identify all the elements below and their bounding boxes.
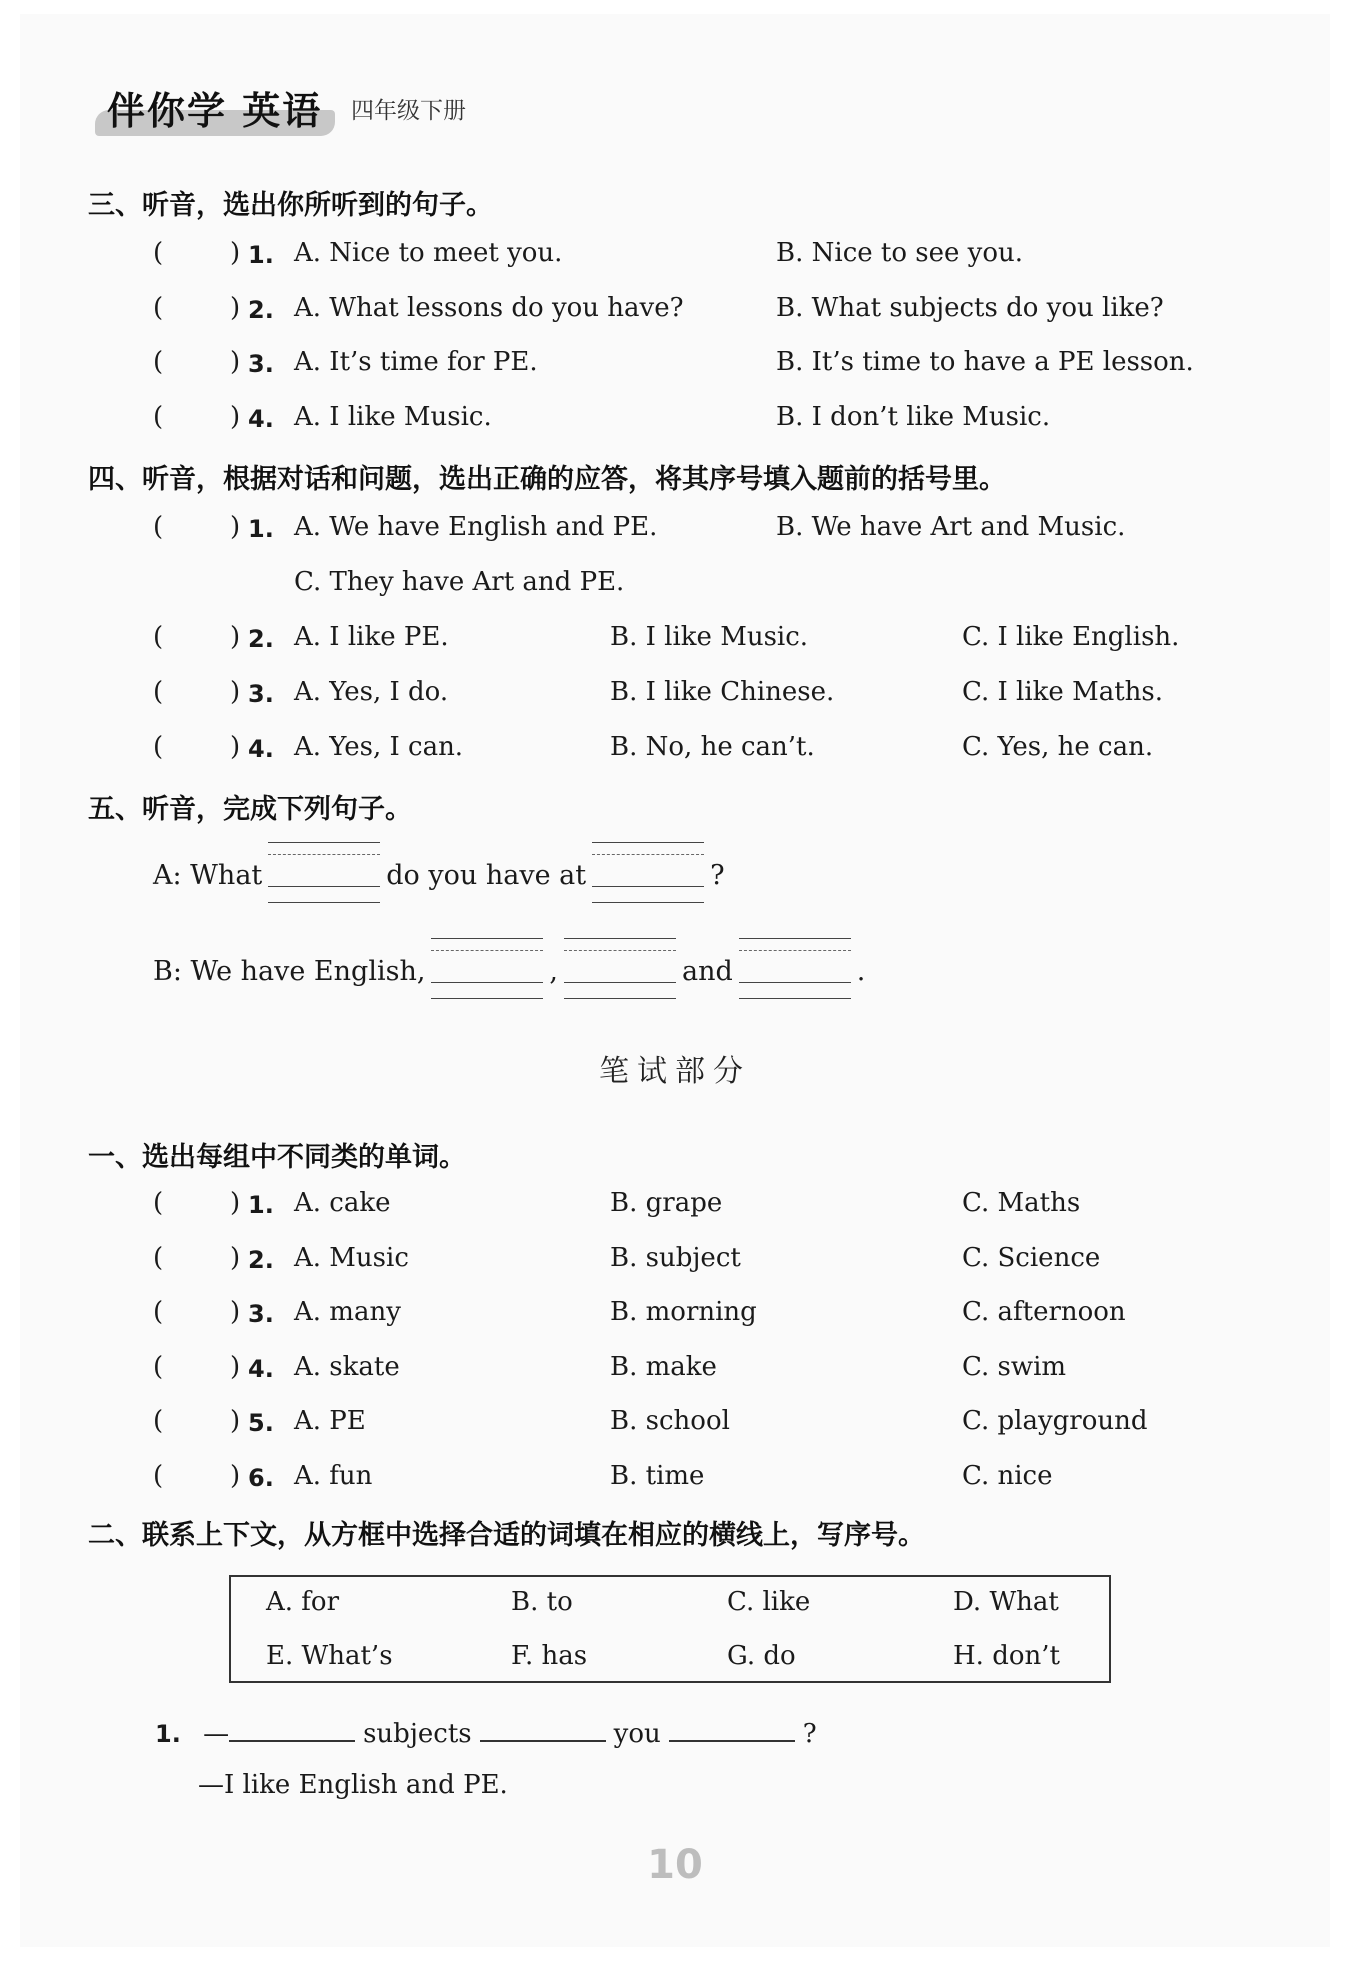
answer-paren-right: )	[230, 622, 241, 652]
option-b: B. time	[610, 1461, 705, 1491]
answer-paren-right: )	[230, 1406, 241, 1436]
word-bank-item: E. What’s	[266, 1641, 393, 1671]
option-b: B. I don’t like Music.	[776, 402, 1051, 432]
question-number: 1.	[248, 515, 274, 543]
question-number: 1.	[248, 1191, 274, 1219]
fill-blank[interactable]	[739, 956, 851, 986]
answer-paren-left: (	[153, 1188, 164, 1218]
question-number: 5.	[248, 1409, 274, 1437]
question-mark: ?	[802, 1719, 817, 1749]
sec3-question-3	[0, 347, 1350, 387]
sentence-word: you	[613, 1719, 661, 1749]
option-c: C. They have Art and PE.	[294, 567, 625, 597]
w1-question-3	[0, 1297, 1350, 1337]
answer-paren-left: (	[153, 677, 164, 707]
option-a: A. I like PE.	[294, 622, 449, 652]
fill-blank[interactable]	[480, 1714, 606, 1742]
sec3-question-1	[0, 238, 1350, 278]
answer-paren-left: (	[153, 1461, 164, 1491]
question-number: 2.	[248, 296, 274, 324]
question-number: 4.	[248, 1355, 274, 1383]
option-c: C. Maths	[962, 1188, 1081, 1218]
written-part-title: 笔试部分	[599, 1054, 751, 1089]
answer-paren-right: )	[230, 347, 241, 377]
option-b: B. No, he can’t.	[610, 732, 815, 762]
section-4-title: 四、听音，根据对话和问题，选出正确的应答，将其序号填入题前的括号里。	[88, 464, 1006, 495]
question-number: 2.	[248, 625, 274, 653]
option-c: C. afternoon	[962, 1297, 1126, 1327]
answer-paren-left: (	[153, 1243, 164, 1273]
word-bank-item: D. What	[953, 1587, 1059, 1617]
word-bank-item: G. do	[727, 1641, 796, 1671]
dialogue-dash: —	[203, 1719, 230, 1749]
answer-paren-left: (	[153, 512, 164, 542]
option-b: B. What subjects do you like?	[776, 293, 1164, 323]
question-number: 3.	[248, 350, 274, 378]
question-number: 1.	[248, 241, 274, 269]
line-a-text-3: ?	[710, 860, 725, 891]
written-section-2-title: 二、联系上下文，从方框中选择合适的词填在相应的横线上，写序号。	[88, 1520, 925, 1551]
fill-blank[interactable]	[268, 860, 380, 890]
line-b-text-1: B: We have English,	[153, 956, 426, 987]
dialogue-line-b	[153, 956, 865, 987]
question-number: 4.	[248, 405, 274, 433]
option-b: B. We have Art and Music.	[776, 512, 1126, 542]
question-number: 2.	[248, 1246, 274, 1274]
fill-blank[interactable]	[669, 1714, 795, 1742]
question-number: 1.	[155, 1720, 181, 1748]
dialogue-line-a	[153, 860, 725, 891]
option-a: A. It’s time for PE.	[294, 347, 538, 377]
answer-paren-right: )	[230, 1461, 241, 1491]
line-a-text-2: do you have at	[386, 860, 587, 891]
w1-question-1	[0, 1188, 1350, 1228]
section-3-title: 三、听音，选出你所听到的句子。	[88, 190, 493, 221]
option-b: B. morning	[610, 1297, 757, 1327]
option-b: B. grape	[610, 1188, 723, 1218]
answer-paren-right: )	[230, 512, 241, 542]
answer-paren-left: (	[153, 622, 164, 652]
sec4-question-1-option-c-row	[0, 567, 1350, 607]
option-a: A. We have English and PE.	[294, 512, 658, 542]
sec4-question-2	[0, 622, 1350, 662]
question-number: 4.	[248, 735, 274, 763]
option-a: A. Music	[294, 1243, 409, 1273]
option-b: B. Nice to see you.	[776, 238, 1024, 268]
option-c: C. Science	[962, 1243, 1101, 1273]
answer-paren-left: (	[153, 1297, 164, 1327]
answer-paren-left: (	[153, 1406, 164, 1436]
w1-question-5	[0, 1406, 1350, 1446]
option-b: B. I like Music.	[610, 622, 809, 652]
answer-paren-left: (	[153, 347, 164, 377]
sentence-word: subjects	[363, 1719, 472, 1749]
line-a-text-1: A: What	[153, 860, 263, 891]
answer-paren-right: )	[230, 1188, 241, 1218]
line-b-period: .	[856, 956, 866, 987]
answer-paren-left: (	[153, 732, 164, 762]
grade-label: 四年级下册	[351, 98, 466, 124]
option-c: C. I like English.	[962, 622, 1180, 652]
question-number: 3.	[248, 680, 274, 708]
w1-question-4	[0, 1352, 1350, 1392]
answer-paren-left: (	[153, 1352, 164, 1382]
option-a: A. skate	[294, 1352, 400, 1382]
word-bank-item: F. has	[511, 1641, 588, 1671]
option-a: A. I like Music.	[294, 402, 492, 432]
option-b: B. make	[610, 1352, 717, 1382]
question-number: 3.	[248, 1300, 274, 1328]
answer-paren-right: )	[230, 402, 241, 432]
word-bank-item: B. to	[511, 1587, 573, 1617]
w1-question-6	[0, 1461, 1350, 1501]
line-b-and: and	[682, 956, 733, 987]
answer-paren-left: (	[153, 293, 164, 323]
option-b: B. I like Chinese.	[610, 677, 835, 707]
answer-paren-right: )	[230, 1297, 241, 1327]
sec4-question-4	[0, 732, 1350, 772]
option-b: B. subject	[610, 1243, 741, 1273]
option-a: A. Nice to meet you.	[294, 238, 563, 268]
answer-paren-right: )	[230, 293, 241, 323]
line-b-comma: ,	[549, 956, 559, 987]
word-bank-item: C. like	[727, 1587, 811, 1617]
option-c: C. I like Maths.	[962, 677, 1163, 707]
sec3-question-4	[0, 402, 1350, 442]
option-a: A. Yes, I can.	[294, 732, 464, 762]
option-a: A. many	[294, 1297, 401, 1327]
option-b: B. It’s time to have a PE lesson.	[776, 347, 1194, 377]
option-c: C. playground	[962, 1406, 1148, 1436]
option-a: A. Yes, I do.	[294, 677, 449, 707]
option-c: C. Yes, he can.	[962, 732, 1154, 762]
w1-question-2	[0, 1243, 1350, 1283]
fill-blank[interactable]	[229, 1714, 355, 1742]
option-a: A. PE	[294, 1406, 366, 1436]
sec4-question-3	[0, 677, 1350, 717]
word-bank-item: A. for	[266, 1587, 340, 1617]
w2-answer-1: —I like English and PE.	[198, 1770, 508, 1800]
sec4-question-1	[0, 512, 1350, 552]
page-number: 10	[647, 1842, 703, 1888]
option-c: C. swim	[962, 1352, 1067, 1382]
fill-blank[interactable]	[564, 956, 676, 986]
answer-paren-left: (	[153, 402, 164, 432]
written-section-1-title: 一、选出每组中不同类的单词。	[88, 1142, 466, 1173]
option-a: A. What lessons do you have?	[294, 293, 684, 323]
option-c: C. nice	[962, 1461, 1053, 1491]
answer-paren-left: (	[153, 238, 164, 268]
word-bank-box	[229, 1575, 1111, 1683]
question-number: 6.	[248, 1464, 274, 1492]
answer-paren-right: )	[230, 732, 241, 762]
answer-paren-right: )	[230, 1352, 241, 1382]
word-bank-item: H. don’t	[953, 1641, 1060, 1671]
option-b: B. school	[610, 1406, 730, 1436]
fill-blank[interactable]	[431, 956, 543, 986]
answer-paren-right: )	[230, 238, 241, 268]
section-5-title: 五、听音，完成下列句子。	[88, 794, 412, 825]
book-logo: 伴你学 英语	[107, 89, 323, 133]
answer-paren-right: )	[230, 677, 241, 707]
w2-question-1	[155, 1714, 817, 1749]
fill-blank[interactable]	[592, 860, 704, 890]
option-a: A. cake	[294, 1188, 391, 1218]
sec3-question-2	[0, 293, 1350, 333]
option-a: A. fun	[294, 1461, 373, 1491]
answer-paren-right: )	[230, 1243, 241, 1273]
